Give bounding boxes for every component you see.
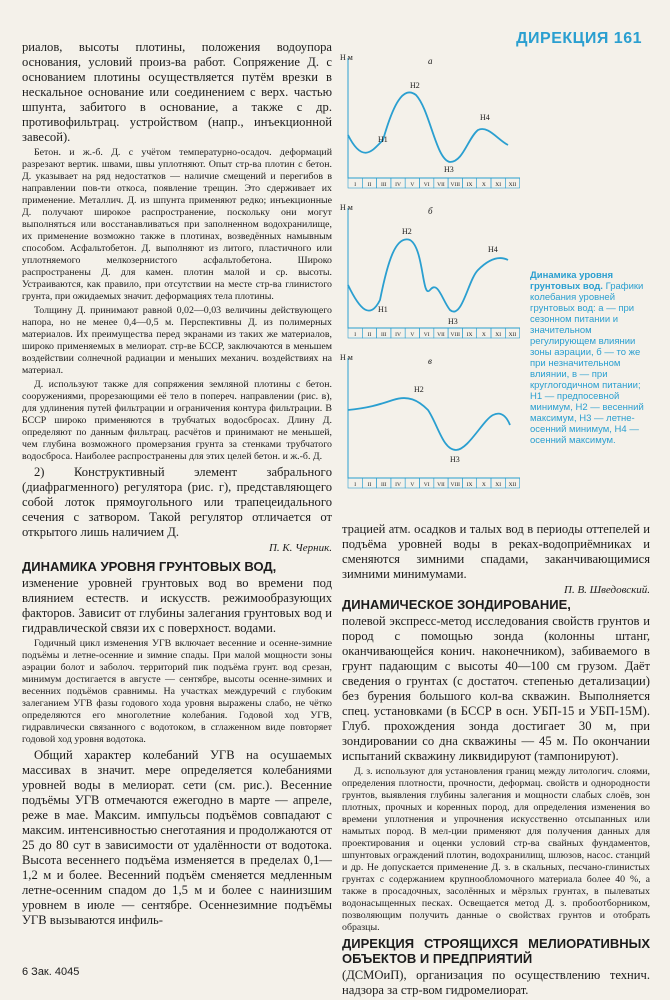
- figure-panel: [340, 53, 520, 188]
- axis: [348, 358, 520, 478]
- axis: [348, 208, 520, 328]
- paragraph: Толщину Д. принимают равной 0,02—0,03 величины действующего напора, но не менее 0,4—0,5 м. Перспективны Д. из полимерных материалов. Их преимущества перед экранами из таких же материалов, широко применяемых в мелиорат. стр-ве БССР, заключаются в меньшем воздействии солнечной радиации и меньших механич. воздействиях на материал.: [22, 305, 332, 376]
- caption-text: Графики колебания уровней грунтовых вод: а — при сезонном питании и значительном регулирующем влиянии зоны аэрации, б — то же при незначительном влиянии, в — при круглогодичном питании; H1 — предпосевной минимум, H2 — весенний максимум, H3 — летне-осенний минимум, H4 — осенний максимум.: [530, 281, 644, 446]
- month-label: IV: [395, 182, 401, 188]
- month-label: X: [481, 482, 486, 488]
- month-label: XII: [508, 482, 517, 488]
- month-label: XII: [508, 182, 517, 188]
- level-curve: [348, 239, 508, 311]
- peak-label: H3: [444, 165, 454, 174]
- paragraph: изменение уровней грунтовых вод во времени под влиянием естеств. и искусств. режимообразующих факторов. Зависит от глубины залегания грунтовых вод и гидравлической связи их с поверхност. водами.: [22, 576, 332, 635]
- page-footer: 6 Зак. 4045: [22, 966, 80, 978]
- paragraph: Годичный цикл изменения УГВ включает весенние и осенне-зимние подъёмы и летне-осенние и зимние спады. При малой мощности зоны аэрации болот и заболоч. территорий пик подъёма грунт. вод срезан, минимум достигается в августе — сентябре, высоты осенне-зимних и весенних подъёмов сравнимы. На участках междуречий с глубоким залеганием УГВ фазы годового хода уровня выражены слабо, не чётко определяются его многолетние колебания. Годовой ход УГВ, гидравлически связанного с водотоком, в сглаженном виде повторяет годовой ход уровня водотока.: [22, 638, 332, 745]
- paragraph: Д. используют также для сопряжения земляной плотины с бетон. сооружениями, прорезающими её тело в попереч. направлении (рис. в), для удлинения путей фильтрации и ограничения контура фильтрации. В БССР широко применяются в трубчатых водосбросах. Длину Д. определяют по данным фильтрац. расчётов и принимают не меньшей, чем глубина возможного промерзания грунта за стенками трубчатого водосброса. Наиболее распространены для этих целей бетон. и ж.-б. Д.: [22, 379, 332, 462]
- month-label: VII: [437, 332, 445, 338]
- month-label: II: [367, 182, 372, 188]
- level-curve: [348, 92, 508, 162]
- author-signature: П. В. Шведовский.: [564, 584, 650, 596]
- month-label: IV: [395, 482, 401, 488]
- right-column: [342, 522, 650, 1000]
- month-label: V: [410, 182, 415, 188]
- panel-label: б: [428, 206, 433, 216]
- month-label: I: [354, 182, 357, 188]
- entry-heading: ДИНАМИЧЕСКОЕ ЗОНДИРОВАНИЕ,: [342, 597, 571, 612]
- month-label: I: [354, 332, 357, 338]
- peak-label: H3: [448, 317, 458, 326]
- month-label: II: [367, 482, 372, 488]
- month-label: III: [381, 482, 387, 488]
- axis-label: Н м: [340, 203, 353, 212]
- entry-heading: ДИНАМИКА УРОВНЯ ГРУНТОВЫХ ВОД,: [22, 559, 277, 574]
- peak-label: H1: [378, 305, 388, 314]
- paragraph: трацией атм. осадков и талых вод в периоды оттепелей и подъёма уровней воды в реках-водоприёмниках и сменяются зимними спадами, заканчивающимися зимними минимумами.: [342, 522, 650, 581]
- month-label: VIII: [450, 182, 460, 188]
- peak-label: H2: [410, 81, 420, 90]
- month-label: VI: [423, 332, 430, 338]
- page-header: [516, 30, 642, 48]
- month-label: V: [410, 482, 415, 488]
- month-label: I: [354, 482, 357, 488]
- month-label: VII: [437, 182, 445, 188]
- month-label: VIII: [450, 482, 460, 488]
- panel-label: в: [428, 356, 432, 366]
- figure-panel: [340, 203, 520, 338]
- peak-label: H3: [450, 455, 460, 464]
- peak-label: H4: [488, 245, 498, 254]
- month-label: IV: [395, 332, 401, 338]
- page-number: 161: [613, 30, 642, 47]
- month-label: VII: [437, 482, 445, 488]
- month-label: II: [367, 332, 372, 338]
- paragraph: (ДСМОиП), организация по осуществлению технич. надзора за стр-вом гидромелиорат.: [342, 968, 650, 997]
- month-label: IX: [466, 482, 473, 488]
- month-label: IX: [466, 182, 473, 188]
- month-label: III: [381, 332, 387, 338]
- month-label: XI: [495, 182, 502, 188]
- paragraph: 2) Конструктивный элемент забральногo (диафрагменного) регулятора (рис. г), представляющего собой лоток прямоугольного или трапецеидального сечения с затвором. Такой регулятор отличается от открытого лишь наличием Д.: [22, 465, 332, 539]
- month-label: XI: [495, 332, 502, 338]
- axis-label: Н м: [340, 353, 353, 362]
- peak-label: H2: [414, 385, 424, 394]
- month-label: XII: [508, 332, 517, 338]
- paragraph: риалов, высоты плотины, положения водоупора основания, условий произ-ва работ. Сопряжение Д. с основанием плотины осуществляется путём врезки в нескальное основание или соединением с верх. частью шпунта, забитого в основание, а также с др. противофильтрац. устройством (напр., инъекционной завесой).: [22, 40, 332, 144]
- level-curve: [348, 398, 510, 450]
- peak-label: H1: [378, 135, 388, 144]
- paragraph: полевой экспресс-метод исследования свойств грунтов и пород с помощью зонда (колонны штанг, оканчивающейся конич. наконечником), забиваемого в грунт падающим с высоты 40—100 см грузом. Даёт сведения о грунтах (с достаточ. степенью детализации) без бурения большого кол-ва скважин. Выполняется спец. установками (в БССР в осн. УБП-15 и УБП-15М). Глуб. прохождения зонда достигает 30 м, при зондировании со дна скважины — 45 м. По окончании испытаний скважину ликвидируют (тампонируют).: [342, 614, 650, 763]
- month-label: VI: [423, 182, 430, 188]
- paragraph: Д. з. используют для установления границ между литологич. слоями, определения плотности, прочности, деформац. свойств и однородности грунтов, выявления глубины залегания и мощности слабых слоёв, зон плотных, прочных и коренных пород, для определения изменения во времени уплотнения и упрочнения искусственно отсыпанных или намытых пород. В мел-ции применяют для получения данных для проектирования и оценки условий стр-ва свайных фундаментов, шпунтовых ограждений плотин, водохранилищ, шлюзов, насос. станций и др. Не допускается применение Д. з. в скальных, песчано-глинистых грунтах с содержанием крупнообломочного материала более 40 %, а также в просадочных, засолённых и мёрзлых грунтах, в пылеватых водонасыщенных песках. Освещается метод Д. з. пробоотборником, позволяющим получить данные о свойствах грунтов и отобрать образцы.: [342, 766, 650, 933]
- month-label: IX: [466, 332, 473, 338]
- paragraph: Бетон. и ж.-б. Д. с учётом температурно-осадоч. деформаций разрезают вертик. швами, швы уплотняют. Опыт стр-ва плотин с бетон. Д. указывает на ряд недостатков — наличие смещений и перегибов в направлении пов-ти откоса, появление трещин. Это сдерживает их применение. Металлич. Д. из шпунта применяют редко; инъекционные Д. получают широкое распространение, поскольку они могут выполняться или восстанавливаться при заполненном водохранилище, их применение возможно также в плотинах, возведённых намывным способом. Асфальтобетон. Д. выполняют из литого, пластичного или уплотняемого мелкозернистого асфальтобетона. Широко распространены Д. для камен. плотин малой и ср. высоты. Устраиваются, как правило, при отсутствии на месте стр-ва глинистого грунта, при ожидаемых значит. деформациях тела плотины.: [22, 147, 332, 302]
- author-signature: П. К. Черник.: [268, 542, 332, 554]
- axis-label: Н м: [340, 53, 353, 62]
- peak-label: H4: [480, 113, 490, 122]
- month-label: X: [481, 332, 486, 338]
- paragraph: Общий характер колебаний УГВ на осушаемых массивах в значит. мере определяется колебаниями уровней воды в мелиорат. сети (см. рис.). Весенние подъёмы УГВ отмечаются ежегодно в марте — апреле, реже в мае. Максим. импульсы подъёмов совпадают с максим. интенсивностью снеготаяния и продолжаются от 25 до 80 сут в зависимости от удалённости от водотока. Высота весеннего подъёма изменяется в пределах 0,1—1,2 м и более. Весенний подъём сменяется медленным летне-осенним спадом до 1,5 м и более с наинизшим уровнем в июле — сентябре. Осеннезимние подъёмы УГВ вызываются инфиль-: [22, 748, 332, 927]
- panel-label: а: [428, 56, 433, 66]
- figure-panel: [340, 353, 520, 488]
- month-label: III: [381, 182, 387, 188]
- left-column: [22, 40, 332, 930]
- month-label: X: [481, 182, 486, 188]
- month-label: XI: [495, 482, 502, 488]
- section-title: ДИРЕКЦИЯ: [516, 30, 609, 47]
- figure-caption: [530, 270, 654, 446]
- groundwater-figure: [338, 50, 528, 510]
- month-label: VIII: [450, 332, 460, 338]
- entry-heading: ДИРЕКЦИЯ СТРОЯЩИХСЯ МЕЛИОРАТИВНЫХ ОБЪЕКТОВ И ПРЕДПРИЯТИЙ: [342, 936, 650, 966]
- month-label: V: [410, 332, 415, 338]
- caption-title: Динамика уровня грунтовых вод.: [530, 270, 614, 292]
- axis: [348, 58, 520, 178]
- month-label: VI: [423, 482, 430, 488]
- peak-label: H2: [402, 227, 412, 236]
